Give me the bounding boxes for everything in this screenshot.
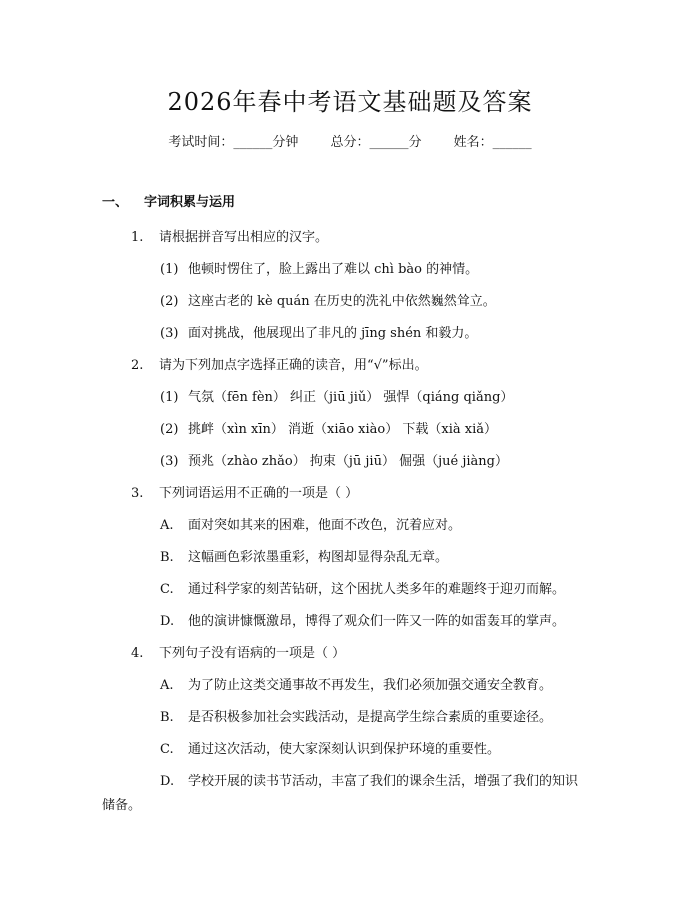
- sub-item-text: 面对挑战，他展现出了非凡的 jīng shén 和毅力。: [188, 326, 478, 341]
- option-letter: B.: [160, 550, 174, 565]
- option: [160, 706, 552, 725]
- sub-item-text: 预兆（zhào zhǎo） 拘束（jū jiū） 倔强（jué jiàng）: [188, 454, 508, 469]
- section-label: 字词积累与运用: [144, 195, 236, 210]
- sub-item-number: (1): [160, 262, 179, 277]
- sub-item-number: (1): [160, 390, 179, 405]
- option-text: 通过这次活动，使大家深刻认识到保护环境的重要性。: [188, 742, 501, 757]
- sub-item: [160, 290, 496, 309]
- student-name: 姓名：______: [453, 135, 532, 150]
- exam-meta: [0, 131, 700, 150]
- option-text: 面对突如其来的困难，他面不改色，沉着应对。: [188, 518, 462, 533]
- question-3: [131, 482, 358, 501]
- option-continuation: 储备。: [102, 798, 142, 813]
- option-letter: B.: [160, 710, 174, 725]
- question-text: 下列词语运用不正确的一项是（ ）: [159, 486, 359, 501]
- question-2: [131, 354, 428, 373]
- sub-item: [160, 418, 497, 437]
- option-letter: A.: [160, 678, 174, 693]
- option-letter: D.: [160, 614, 175, 629]
- sub-item-number: (2): [160, 294, 179, 309]
- option: [160, 578, 565, 597]
- option-letter: C.: [160, 582, 174, 597]
- option-text: 学校开展的读书节活动，丰富了我们的课余生活，增强了我们的知识: [188, 774, 579, 789]
- option-text: 通过科学家的刻苦钻研，这个困扰人类多年的难题终于迎刃而解。: [188, 582, 566, 597]
- option-letter: C.: [160, 742, 174, 757]
- section-number: 一、: [102, 195, 129, 210]
- question-text: 下列句子没有语病的一项是（ ）: [159, 646, 346, 661]
- option-text: 他的演讲慷慨激昂，博得了观众们一阵又一阵的如雷轰耳的掌声。: [188, 614, 566, 629]
- question-text: 请根据拼音写出相应的汉字。: [159, 230, 329, 245]
- option-text: 是否积极参加社会实践活动，是提高学生综合素质的重要途径。: [188, 710, 553, 725]
- question-number: 1.: [131, 230, 144, 245]
- sub-item: [160, 258, 478, 277]
- option-letter: D.: [160, 774, 175, 789]
- question-number: 2.: [131, 358, 144, 373]
- question-1: [131, 226, 328, 245]
- sub-item-text: 气氛（fēn fèn） 纠正（jiū jiǔ） 强悍（qiáng qiǎng）: [188, 390, 514, 405]
- total-score: 总分：______分: [330, 135, 422, 150]
- question-text: 请为下列加点字选择正确的读音，用“√”标出。: [159, 358, 428, 373]
- sub-item-text: 他顿时愣住了，脸上露出了难以 chì bào 的神情。: [188, 262, 479, 277]
- sub-item-number: (2): [160, 422, 179, 437]
- question-number: 3.: [131, 486, 144, 501]
- sub-item-text: 挑衅（xìn xīn） 消逝（xiāo xiào） 下载（xià xiǎ）: [188, 422, 497, 437]
- document-title: 2026年春中考语文基础题及答案: [167, 88, 533, 116]
- option-text: 这幅画色彩浓墨重彩，构图却显得杂乱无章。: [188, 550, 449, 565]
- option-text: 为了防止这类交通事故不再发生，我们必须加强交通安全教育。: [188, 678, 553, 693]
- option: [160, 610, 565, 629]
- sub-item-number: (3): [160, 454, 179, 469]
- sub-item: [160, 450, 508, 469]
- question-number: 4.: [131, 646, 144, 661]
- question-4: [131, 642, 345, 661]
- option-letter: A.: [160, 518, 174, 533]
- sub-item-number: (3): [160, 326, 179, 341]
- option: [160, 674, 552, 693]
- option: [160, 770, 578, 789]
- sub-item: [160, 322, 477, 341]
- section-heading: [102, 191, 235, 210]
- option: [160, 546, 448, 565]
- option: [160, 738, 500, 757]
- sub-item: [160, 386, 513, 405]
- sub-item-text: 这座古老的 kè quán 在历史的洗礼中依然巍然耸立。: [188, 294, 496, 309]
- exam-time: 考试时间：______分钟: [168, 135, 299, 150]
- option: [160, 514, 461, 533]
